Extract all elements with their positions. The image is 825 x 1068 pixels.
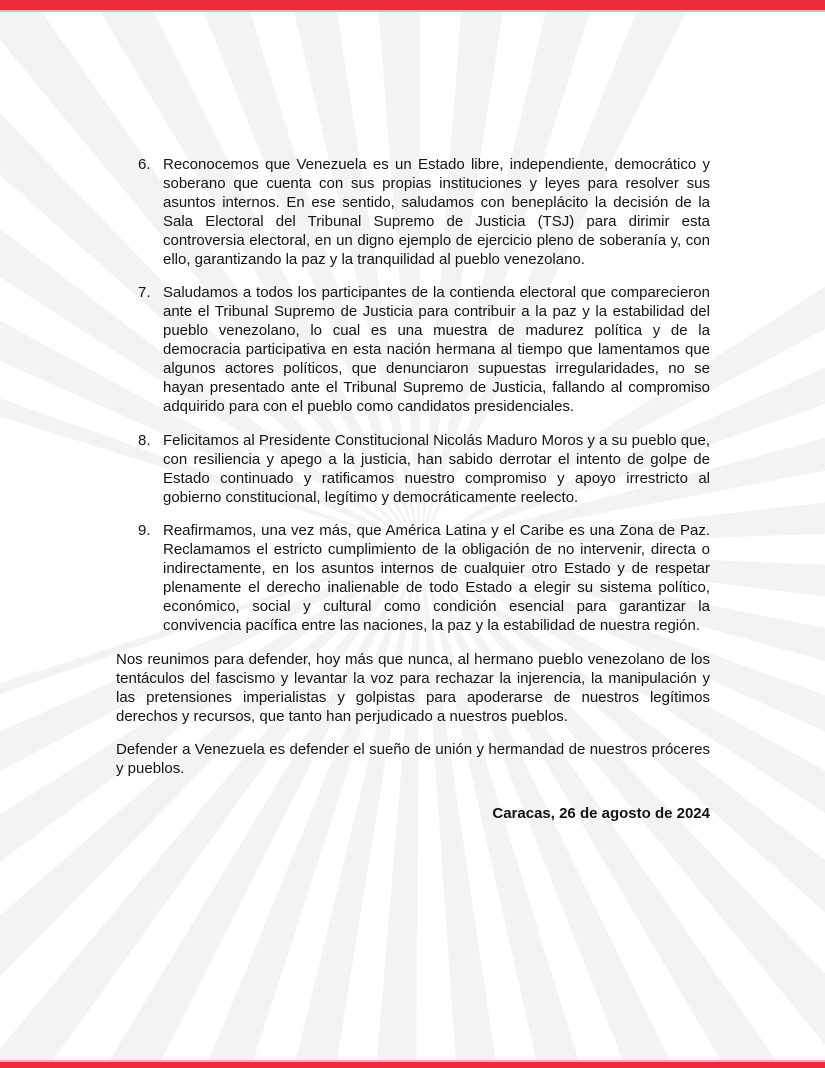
item-text: Saludamos a todos los participantes de la contienda electoral que comparecieron ante el Tribunal Supremo de Justicia para contribuir a la paz y la estabilidad del pueblo venezolano, lo cual es una muestra de madurez política y de la democracia participativa en esta nación hermana al tiempo que lamentamos que algunos actores políticos, que denunciaron supuestas irregularidades, no se hayan presentado ante el Tribunal Supremo de Justicia, fallando al compromiso adquirido para con el pueblo como candidatos presidenciales. (163, 284, 710, 415)
item-number: 8. (138, 431, 151, 449)
top-red-bar (0, 0, 825, 12)
item-text: Felicitamos al Presidente Constitucional Nicolás Maduro Moros y a su pueblo que, con resiliencia y apego a la justicia, han sabido derrotar el intento de golpe de Estado continuado y ratificamos nuestro compromiso y apoyo irrestricto al gobierno constitucional, legítimo y democráticamente reelecto. (163, 431, 710, 506)
closing-paragraph-2: Defender a Venezuela es defender el sueño de unión y hermandad de nuestros próceres y pueblos. (116, 741, 710, 778)
numbered-item-9 (116, 522, 710, 635)
dateline: Caracas, 26 de agosto de 2024 (492, 805, 710, 823)
item-text: Reconocemos que Venezuela es un Estado libre, independiente, democrático y soberano que cuenta con sus propias instituciones y leyes para resolver sus asuntos internos. En ese sentido, saludamos con beneplácito la decisión de la Sala Electoral del Tribunal Supremo de Justicia (TSJ) para dirimir esta controversia electoral, en un digno ejemplo de ejercicio pleno de soberanía y, con ello, garantizando la paz y la tranquilidad al pueblo venezolano. (163, 156, 710, 268)
numbered-item-8 (116, 432, 710, 508)
item-text: Reafirmamos, una vez más, que América Latina y el Caribe es una Zona de Paz. Reclamamos el estricto cumplimiento de la obligación de no intervenir, directa o indirectamente, en los asuntos internos de cualquier otro Estado y de respetar plenamente el derecho inalienable de todo Estado a elegir su sistema político, económico, social y cultural como condición esencial para garantizar la convivencia pacífica entre las naciones, la paz y la estabilidad de nuestra región. (163, 522, 710, 634)
numbered-item-6 (116, 156, 710, 269)
item-number: 9. (138, 522, 151, 540)
item-number: 6. (138, 156, 151, 173)
closing-paragraph-1: Nos reunimos para defender, hoy más que nunca, al hermano pueblo venezolano de los tentáculos del fascismo y levantar la voz para rechazar la injerencia, la manipulación y las pretensiones imperialistas y golpistas para apoderarse de nuestros legítimos derechos y recursos, que tanto han perjudicado a nuestros pueblos. (116, 650, 710, 725)
numbered-item-7 (116, 284, 710, 416)
item-number: 7. (138, 284, 151, 302)
bottom-red-bar (0, 1060, 825, 1068)
document-body (116, 156, 710, 824)
